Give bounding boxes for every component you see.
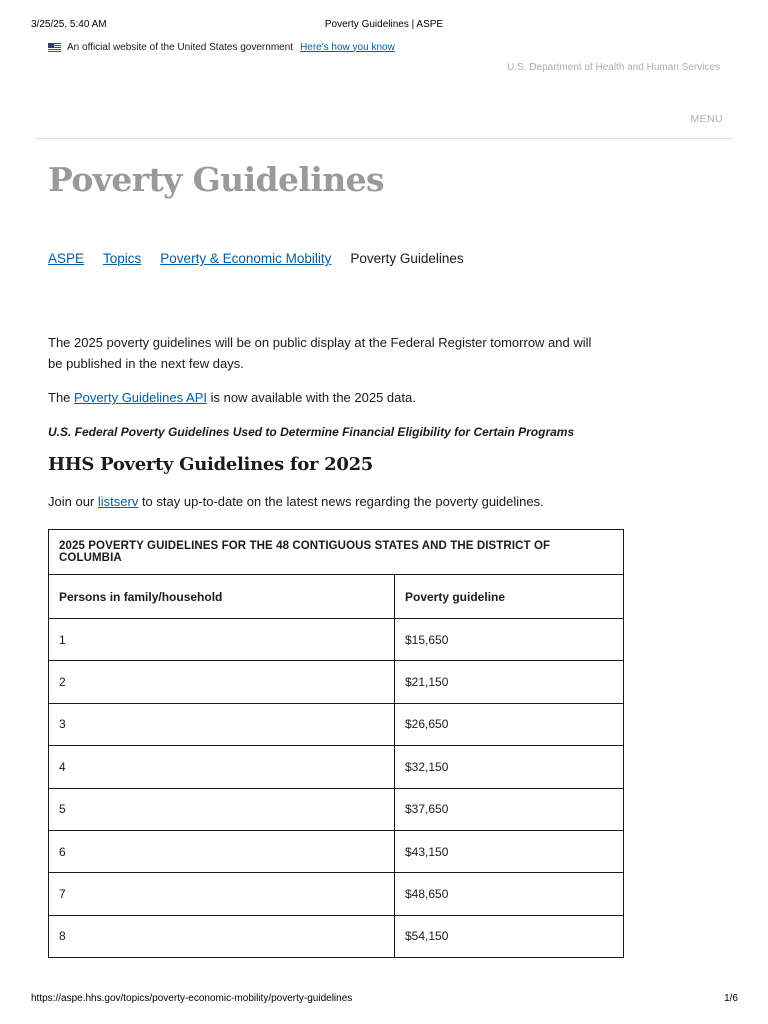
api-paragraph bbox=[48, 387, 608, 408]
table-cell-persons: 2 bbox=[49, 661, 395, 703]
section-heading: HHS Poverty Guidelines for 2025 bbox=[48, 454, 374, 475]
listserv-suffix: to stay up-to-date on the latest news regarding the poverty guidelines. bbox=[138, 494, 544, 509]
table-row bbox=[49, 788, 624, 830]
page-title: Poverty Guidelines bbox=[48, 160, 385, 199]
print-page-title: Poverty Guidelines | ASPE bbox=[324, 19, 444, 30]
table-header-row bbox=[49, 575, 624, 619]
table-row bbox=[49, 703, 624, 745]
poverty-guidelines-table bbox=[48, 529, 624, 958]
column-header-guideline: Poverty guideline bbox=[395, 575, 624, 619]
table-cell-persons: 7 bbox=[49, 873, 395, 915]
listserv-link[interactable]: listserv bbox=[97, 494, 139, 509]
agency-name[interactable]: U.S. Department of Health and Human Services bbox=[507, 62, 720, 73]
breadcrumb-topics[interactable]: Topics bbox=[103, 251, 142, 266]
print-page-number: 1/6 bbox=[724, 993, 738, 1004]
table-row bbox=[49, 873, 624, 915]
table-cell-guideline: $32,150 bbox=[395, 746, 624, 788]
listserv-prefix: Join our bbox=[48, 494, 98, 509]
table-cell-persons: 5 bbox=[49, 788, 395, 830]
intro-paragraph: The 2025 poverty guidelines will be on public display at the Federal Register tomorrow and will be published in the next few days. bbox=[48, 335, 592, 371]
table-cell-guideline: $15,650 bbox=[395, 619, 624, 661]
table-row bbox=[49, 830, 624, 872]
table-row bbox=[49, 619, 624, 661]
subtitle: U.S. Federal Poverty Guidelines Used to Determine Financial Eligibility for Certain Programs bbox=[48, 425, 575, 439]
table-cell-guideline: $43,150 bbox=[395, 830, 624, 872]
table-cell-guideline: $37,650 bbox=[395, 788, 624, 830]
table-cell-guideline: $26,650 bbox=[395, 703, 624, 745]
poverty-guidelines-api-link[interactable]: Poverty Guidelines API bbox=[74, 390, 207, 405]
api-suffix: is now available with the 2025 data. bbox=[206, 390, 416, 405]
table-row bbox=[49, 915, 624, 957]
table-cell-persons: 4 bbox=[49, 746, 395, 788]
table-caption: 2025 POVERTY GUIDELINES FOR THE 48 CONTIGUOUS STATES AND THE DISTRICT OF COLUMBIA bbox=[49, 530, 624, 575]
table-cell-persons: 6 bbox=[49, 830, 395, 872]
table-cell-persons: 3 bbox=[49, 703, 395, 745]
print-datetime: 3/25/25, 5:40 AM bbox=[31, 19, 107, 30]
table-caption-row bbox=[49, 530, 624, 575]
table-cell-persons: 8 bbox=[49, 915, 395, 957]
api-prefix: The bbox=[48, 390, 75, 405]
column-header-persons: Persons in family/household bbox=[49, 575, 395, 619]
table-row bbox=[49, 661, 624, 703]
breadcrumb bbox=[48, 251, 464, 266]
table-cell-guideline: $21,150 bbox=[395, 661, 624, 703]
heres-how-you-know-link[interactable]: Here's how you know bbox=[300, 41, 395, 53]
listserv-paragraph bbox=[48, 491, 608, 512]
print-url: https://aspe.hhs.gov/topics/poverty-economic-mobility/poverty-guidelines bbox=[31, 993, 353, 1004]
breadcrumb-poverty-economic-mobility[interactable]: Poverty & Economic Mobility bbox=[160, 251, 332, 266]
table-cell-persons: 1 bbox=[49, 619, 395, 661]
table-cell-guideline: $48,650 bbox=[395, 873, 624, 915]
gov-banner-text: An official website of the United States government bbox=[67, 41, 294, 53]
header-divider bbox=[36, 138, 733, 139]
menu-button[interactable]: MENU bbox=[690, 113, 723, 125]
breadcrumb-aspe[interactable]: ASPE bbox=[48, 251, 85, 266]
table-row bbox=[49, 746, 624, 788]
table-cell-guideline: $54,150 bbox=[395, 915, 624, 957]
us-flag-icon bbox=[48, 43, 61, 52]
print-header bbox=[0, 19, 768, 33]
gov-banner bbox=[48, 40, 395, 54]
breadcrumb-current: Poverty Guidelines bbox=[350, 251, 464, 266]
